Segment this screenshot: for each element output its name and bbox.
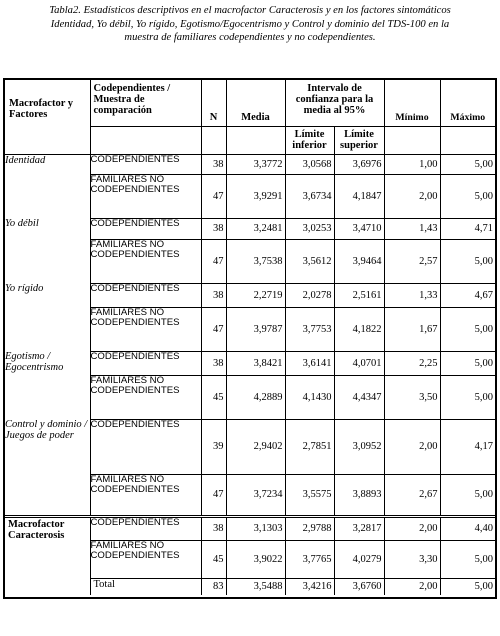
header-min: Mínimo — [384, 80, 440, 126]
lower-cell: 3,0253 — [285, 218, 334, 239]
media-cell: 3,7538 — [226, 239, 285, 283]
table-row — [5, 154, 495, 174]
upper-cell: 3,9464 — [334, 239, 384, 283]
media-cell: 3,7234 — [226, 474, 285, 516]
max-cell: 5,00 — [440, 239, 495, 283]
table-row — [5, 218, 495, 239]
min-cell: 3,30 — [384, 540, 440, 578]
factor-yo-debil: Yo débil — [5, 218, 39, 229]
sample-cell: FAMILIARES NO CODEPENDIENTES — [90, 174, 201, 218]
max-cell: 5,00 — [440, 307, 495, 351]
stats-table-frame — [3, 78, 497, 599]
media-cell: 2,2719 — [226, 283, 285, 307]
min-cell: 2,00 — [384, 174, 440, 218]
min-cell: 2,57 — [384, 239, 440, 283]
upper-cell: 3,0952 — [334, 419, 384, 474]
table-caption — [8, 4, 492, 45]
n-cell: 39 — [201, 419, 226, 474]
upper-cell: 3,6976 — [334, 154, 384, 174]
lower-cell: 3,7753 — [285, 307, 334, 351]
stats-table — [5, 80, 495, 595]
lower-cell: 4,1430 — [285, 375, 334, 419]
n-cell: 47 — [201, 174, 226, 218]
max-cell: 5,00 — [440, 578, 495, 595]
max-cell: 4,17 — [440, 419, 495, 474]
n-cell: 38 — [201, 218, 226, 239]
header-lower: Límite inferior — [285, 126, 334, 154]
header-factor: Macrofactor y Factores — [9, 98, 74, 120]
upper-cell: 4,1847 — [334, 174, 384, 218]
caption-line-1: Tabla2. Estadísticos descriptivos en el macrofactor Caracterosis y en los factores sintomáticos — [49, 5, 451, 16]
n-cell: 47 — [201, 474, 226, 516]
factor-control-dominio: Control y dominio / Juegos de poder — [5, 419, 88, 441]
n-cell: 38 — [201, 351, 226, 375]
max-cell: 5,00 — [440, 154, 495, 174]
media-cell: 2,9402 — [226, 419, 285, 474]
sample-cell: FAMILIARES NO CODEPENDIENTES — [90, 540, 201, 578]
sample-cell: CODEPENDIENTES — [90, 283, 201, 307]
header-max: Máximo — [440, 80, 495, 126]
max-cell: 5,00 — [440, 375, 495, 419]
table-row — [5, 283, 495, 307]
n-cell: 47 — [201, 239, 226, 283]
min-cell: 2,00 — [384, 516, 440, 540]
sample-cell: CODEPENDIENTES — [90, 516, 201, 540]
lower-cell: 3,7765 — [285, 540, 334, 578]
lower-cell: 3,0568 — [285, 154, 334, 174]
lower-cell: 3,4216 — [285, 578, 334, 595]
sample-cell: CODEPENDIENTES — [90, 154, 201, 174]
min-cell: 2,00 — [384, 578, 440, 595]
media-cell: 3,5488 — [226, 578, 285, 595]
min-cell: 2,67 — [384, 474, 440, 516]
max-cell: 4,71 — [440, 218, 495, 239]
min-cell: 1,00 — [384, 154, 440, 174]
n-cell: 45 — [201, 540, 226, 578]
table-row — [5, 419, 495, 474]
sample-cell: CODEPENDIENTES — [90, 218, 201, 239]
n-cell: 83 — [201, 578, 226, 595]
caption-line-3: muestra de familiares codependientes y no codependientes. — [124, 32, 376, 43]
max-cell: 5,00 — [440, 474, 495, 516]
lower-cell: 2,7851 — [285, 419, 334, 474]
lower-cell: 3,6734 — [285, 174, 334, 218]
max-cell: 5,00 — [440, 351, 495, 375]
min-cell: 2,00 — [384, 419, 440, 474]
upper-cell: 3,8893 — [334, 474, 384, 516]
upper-cell: 4,1822 — [334, 307, 384, 351]
min-cell: 2,25 — [384, 351, 440, 375]
max-cell: 4,67 — [440, 283, 495, 307]
n-cell: 38 — [201, 154, 226, 174]
header-upper: Límite superior — [334, 126, 384, 154]
media-cell: 3,9291 — [226, 174, 285, 218]
min-cell: 1,43 — [384, 218, 440, 239]
factor-identidad: Identidad — [5, 154, 46, 166]
sample-cell: FAMILIARES NO CODEPENDIENTES — [90, 474, 201, 516]
sample-cell: CODEPENDIENTES — [90, 419, 201, 474]
n-cell: 38 — [201, 516, 226, 540]
upper-cell: 4,4347 — [334, 375, 384, 419]
upper-cell: 4,0701 — [334, 351, 384, 375]
upper-cell: 2,5161 — [334, 283, 384, 307]
min-cell: 1,67 — [384, 307, 440, 351]
media-cell: 3,9787 — [226, 307, 285, 351]
sample-cell: FAMILIARES NO CODEPENDIENTES — [90, 307, 201, 351]
media-cell: 4,2889 — [226, 375, 285, 419]
sample-cell: FAMILIARES NO CODEPENDIENTES — [90, 239, 201, 283]
factor-macrofactor: Macrofactor Caracterosis — [5, 516, 90, 595]
min-cell: 1,33 — [384, 283, 440, 307]
factor-egotismo: Egotismo / Egocentrismo — [5, 351, 64, 373]
max-cell: 5,00 — [440, 540, 495, 578]
upper-cell: 3,2817 — [334, 516, 384, 540]
media-cell: 3,3772 — [226, 154, 285, 174]
media-cell: 3,8421 — [226, 351, 285, 375]
lower-cell: 2,0278 — [285, 283, 334, 307]
n-cell: 38 — [201, 283, 226, 307]
upper-cell: 4,0279 — [334, 540, 384, 578]
lower-cell: 3,5575 — [285, 474, 334, 516]
table-row — [5, 351, 495, 375]
max-cell: 4,40 — [440, 516, 495, 540]
media-cell: 3,1303 — [226, 516, 285, 540]
sample-cell: CODEPENDIENTES — [90, 351, 201, 375]
lower-cell: 3,6141 — [285, 351, 334, 375]
caption-line-2: Identidad, Yo débil, Yo rígido, Egotismo/Egocentrismo y Control y dominio del TDS-100 en la — [50, 18, 450, 30]
header-row — [5, 80, 495, 126]
upper-cell: 3,4710 — [334, 218, 384, 239]
sample-cell: FAMILIARES NO CODEPENDIENTES — [90, 375, 201, 419]
header-media: Media — [226, 80, 285, 126]
n-cell: 47 — [201, 307, 226, 351]
upper-cell: 3,6760 — [334, 578, 384, 595]
header-interval: Intervalo de confianza para la media al 95% — [285, 80, 384, 126]
media-cell: 3,2481 — [226, 218, 285, 239]
lower-cell: 3,5612 — [285, 239, 334, 283]
sample-cell: Total — [90, 578, 201, 595]
media-cell: 3,9022 — [226, 540, 285, 578]
max-cell: 5,00 — [440, 174, 495, 218]
n-cell: 45 — [201, 375, 226, 419]
table-row — [5, 516, 495, 540]
lower-cell: 2,9788 — [285, 516, 334, 540]
min-cell: 3,50 — [384, 375, 440, 419]
factor-yo-rigido: Yo rígido — [5, 283, 44, 294]
header-sample: Codependientes / Muestra de comparación — [90, 80, 201, 126]
header-n: N — [201, 80, 226, 126]
